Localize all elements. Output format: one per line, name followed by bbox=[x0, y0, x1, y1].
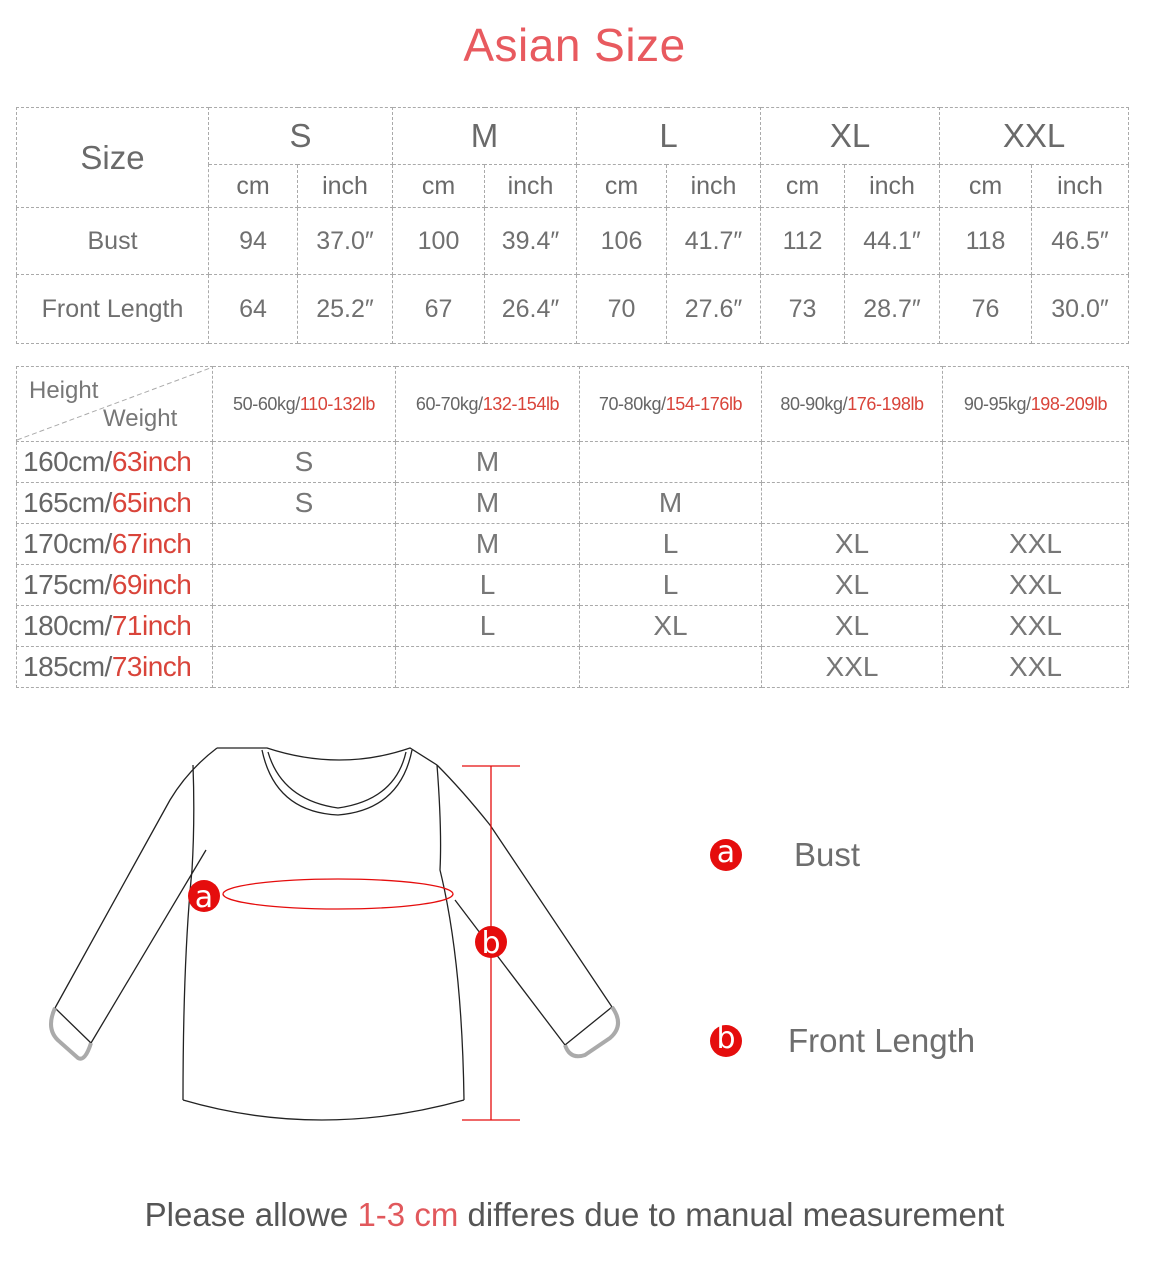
weight-lb: 176-198lb bbox=[847, 393, 924, 414]
size-cell bbox=[943, 483, 1129, 524]
table-row bbox=[17, 606, 1129, 647]
size-xxl-header: XXL bbox=[940, 108, 1129, 165]
height-inch: 71inch bbox=[111, 610, 192, 641]
height-cm: 185cm/ bbox=[23, 651, 112, 682]
weight-header bbox=[762, 367, 943, 442]
cell-inch: 26.4″ bbox=[485, 275, 577, 344]
size-cell: L bbox=[580, 565, 762, 606]
size-cell: XL bbox=[762, 606, 943, 647]
size-cell: M bbox=[396, 483, 580, 524]
size-s-header: S bbox=[209, 108, 393, 165]
note-highlight: 1-3 cm bbox=[357, 1196, 459, 1233]
size-cell: M bbox=[396, 442, 580, 483]
height-cell bbox=[17, 565, 213, 606]
height-cm: 180cm/ bbox=[23, 610, 112, 641]
size-cell bbox=[213, 524, 396, 565]
weight-kg: 60-70kg/ bbox=[415, 393, 483, 414]
legend-bust bbox=[710, 836, 860, 874]
size-cell: M bbox=[396, 524, 580, 565]
cell-cm: 112 bbox=[761, 208, 845, 275]
height-inch: 73inch bbox=[111, 651, 192, 682]
cell-cm: 106 bbox=[577, 208, 667, 275]
table-row-front-length bbox=[17, 275, 1129, 344]
weight-kg: 70-80kg/ bbox=[598, 393, 666, 414]
size-cell: XXL bbox=[943, 647, 1129, 688]
bust-ellipse-icon bbox=[223, 879, 453, 909]
unit-inch: inch bbox=[485, 165, 577, 208]
height-cell bbox=[17, 483, 213, 524]
size-xl-header: XL bbox=[761, 108, 940, 165]
shirt-outline-icon bbox=[55, 748, 612, 1120]
cell-cm: 118 bbox=[940, 208, 1032, 275]
weight-kg: 80-90kg/ bbox=[780, 393, 848, 414]
cell-cm: 100 bbox=[393, 208, 485, 275]
weight-lb: 110-132lb bbox=[299, 393, 375, 414]
unit-inch: inch bbox=[667, 165, 761, 208]
marker-a-icon: a bbox=[710, 839, 742, 871]
cell-inch: 44.1″ bbox=[845, 208, 940, 275]
size-cell: XXL bbox=[943, 606, 1129, 647]
height-cm: 165cm/ bbox=[23, 487, 112, 518]
size-cell bbox=[580, 647, 762, 688]
height-cell bbox=[17, 524, 213, 565]
size-cell: XXL bbox=[943, 524, 1129, 565]
weight-header bbox=[213, 367, 396, 442]
height-inch: 69inch bbox=[111, 569, 192, 600]
size-cell bbox=[762, 442, 943, 483]
weight-header bbox=[943, 367, 1129, 442]
height-inch: 65inch bbox=[111, 487, 192, 518]
weight-kg: 50-60kg/ bbox=[233, 393, 300, 414]
size-cell: XL bbox=[762, 524, 943, 565]
unit-inch: inch bbox=[298, 165, 393, 208]
height-cm: 170cm/ bbox=[23, 528, 112, 559]
cell-cm: 70 bbox=[577, 275, 667, 344]
size-header: Size bbox=[17, 108, 209, 208]
shirt-measurement-diagram bbox=[0, 730, 650, 1130]
table-row bbox=[17, 565, 1129, 606]
size-cell: M bbox=[580, 483, 762, 524]
size-cell bbox=[213, 606, 396, 647]
weight-header bbox=[396, 367, 580, 442]
svg-text:b: b bbox=[481, 926, 501, 961]
legend-label-bust: Bust bbox=[794, 836, 861, 873]
unit-cm: cm bbox=[761, 165, 845, 208]
marker-b-icon bbox=[475, 926, 507, 961]
unit-inch: inch bbox=[845, 165, 940, 208]
size-measurement-table bbox=[16, 107, 1129, 344]
height-cell bbox=[17, 442, 213, 483]
size-cell bbox=[762, 483, 943, 524]
note-text: Please allowe bbox=[144, 1196, 358, 1233]
weight-header bbox=[580, 367, 762, 442]
cell-inch: 41.7″ bbox=[667, 208, 761, 275]
size-cell bbox=[213, 565, 396, 606]
height-cell bbox=[17, 647, 213, 688]
page-title: Asian Size bbox=[463, 19, 686, 71]
cell-inch: 27.6″ bbox=[667, 275, 761, 344]
cell-inch: 28.7″ bbox=[845, 275, 940, 344]
size-cell: XXL bbox=[762, 647, 943, 688]
weight-lb: 154-176lb bbox=[665, 393, 743, 414]
cell-cm: 73 bbox=[761, 275, 845, 344]
height-cm: 160cm/ bbox=[23, 446, 112, 477]
legend-front-length bbox=[710, 1022, 975, 1060]
size-cell bbox=[580, 442, 762, 483]
size-cell bbox=[396, 647, 580, 688]
table-row bbox=[17, 483, 1129, 524]
size-cell: XXL bbox=[943, 565, 1129, 606]
size-l-header: L bbox=[577, 108, 761, 165]
height-inch: 67inch bbox=[111, 528, 192, 559]
cell-inch: 37.0″ bbox=[298, 208, 393, 275]
height-cell bbox=[17, 606, 213, 647]
cell-inch: 46.5″ bbox=[1032, 208, 1129, 275]
size-cell: S bbox=[213, 442, 396, 483]
size-m-header: M bbox=[393, 108, 577, 165]
height-cm: 175cm/ bbox=[23, 569, 112, 600]
size-cell bbox=[213, 647, 396, 688]
weight-lb: 198-209lb bbox=[1030, 393, 1108, 414]
size-cell: L bbox=[396, 606, 580, 647]
unit-cm: cm bbox=[940, 165, 1032, 208]
size-cell: S bbox=[213, 483, 396, 524]
unit-cm: cm bbox=[577, 165, 667, 208]
size-cell: XL bbox=[762, 565, 943, 606]
weight-label: Weight bbox=[103, 405, 178, 432]
unit-cm: cm bbox=[393, 165, 485, 208]
cell-cm: 76 bbox=[940, 275, 1032, 344]
cuff-icon bbox=[51, 1007, 618, 1059]
size-cell: L bbox=[396, 565, 580, 606]
cell-inch: 30.0″ bbox=[1032, 275, 1129, 344]
cell-inch: 39.4″ bbox=[485, 208, 577, 275]
height-inch: 63inch bbox=[111, 446, 192, 477]
svg-text:a: a bbox=[194, 880, 214, 915]
note-text: differes due to manual measurement bbox=[458, 1196, 1005, 1233]
legend-label-front-length: Front Length bbox=[788, 1022, 976, 1059]
measurement-note bbox=[0, 1196, 1149, 1234]
table-row bbox=[17, 442, 1129, 483]
unit-inch: inch bbox=[1032, 165, 1129, 208]
table-row bbox=[17, 524, 1129, 565]
row-label: Front Length bbox=[17, 275, 209, 344]
height-label: Height bbox=[29, 377, 99, 404]
table-row bbox=[17, 647, 1129, 688]
size-cell bbox=[943, 442, 1129, 483]
marker-b-icon: b bbox=[710, 1025, 742, 1057]
unit-cm: cm bbox=[209, 165, 298, 208]
height-weight-fit-table bbox=[16, 366, 1129, 688]
size-cell: XL bbox=[580, 606, 762, 647]
weight-lb: 132-154lb bbox=[482, 393, 560, 414]
cell-cm: 67 bbox=[393, 275, 485, 344]
cell-cm: 64 bbox=[209, 275, 298, 344]
height-weight-corner bbox=[17, 367, 213, 442]
cell-inch: 25.2″ bbox=[298, 275, 393, 344]
row-label: Bust bbox=[17, 208, 209, 275]
size-cell: L bbox=[580, 524, 762, 565]
marker-a-icon bbox=[188, 880, 220, 915]
cell-cm: 94 bbox=[209, 208, 298, 275]
weight-kg: 90-95kg/ bbox=[963, 393, 1031, 414]
table-row-bust bbox=[17, 208, 1129, 275]
